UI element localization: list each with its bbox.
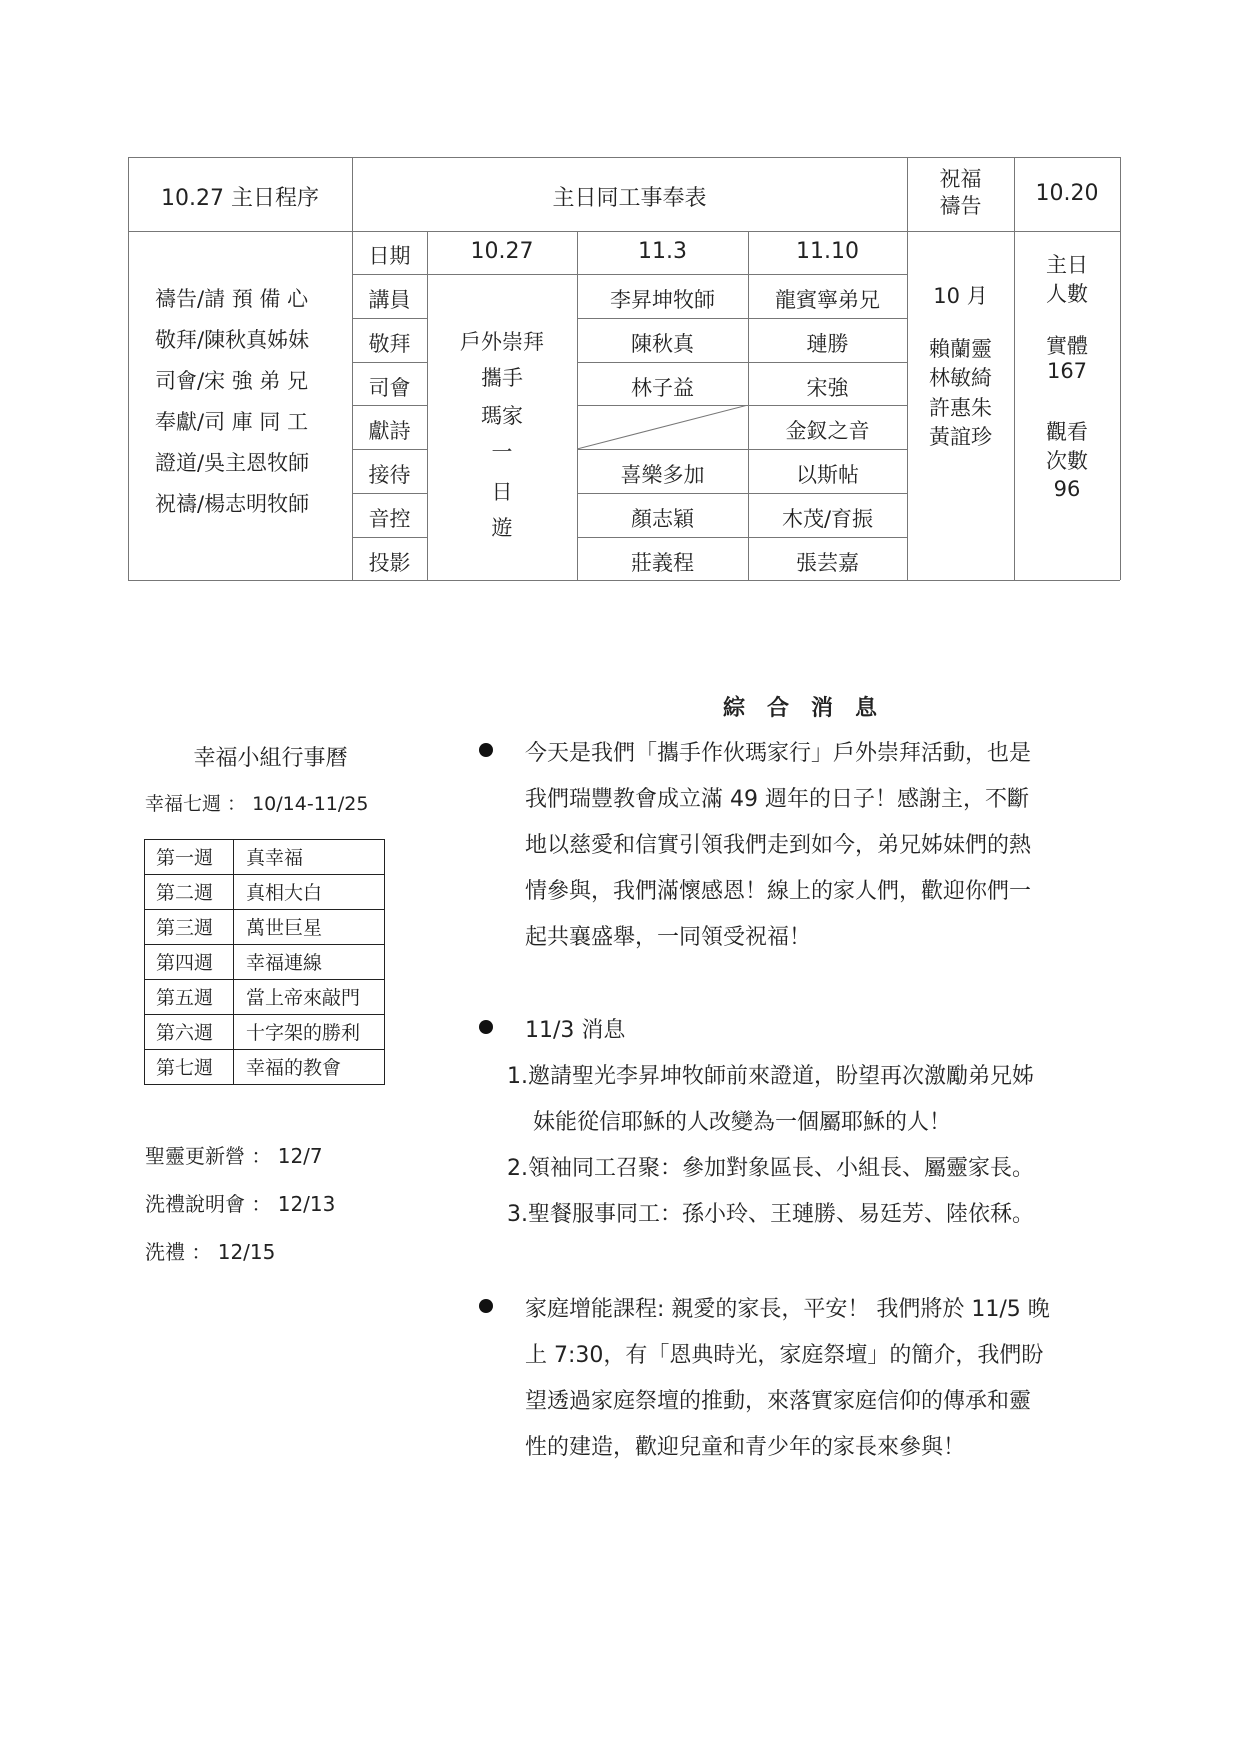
week-topic: 幸福的教會 <box>246 1057 342 1079</box>
blessing-name: 許惠朱 <box>929 396 992 420</box>
small-group-title: 幸福小組行事曆 <box>193 746 348 771</box>
week-label: 第六週 <box>156 1022 214 1044</box>
cell-1110: 金釵之音 <box>785 419 870 443</box>
program-item: 證道/吳主恩牧師 <box>155 451 310 475</box>
date-1027: 10.27 <box>470 239 534 264</box>
bullet-icon <box>479 1299 493 1313</box>
role-label: 敬拜 <box>368 332 411 356</box>
blessing-name: 黃誼珍 <box>929 425 992 449</box>
event-item: 洗禮說明會 ： 12/13 <box>145 1192 336 1216</box>
blessing-name: 林敏綺 <box>929 366 992 390</box>
role-label: 獻詩 <box>368 419 411 443</box>
role-label: 講員 <box>368 288 411 312</box>
date-1110: 11.10 <box>796 239 859 264</box>
small-group-period: 幸福七週 ： 10/14-11/25 <box>145 793 369 815</box>
news-line: 地以慈愛和信實引領我們走到如今，弟兄姊妹們的熱 <box>525 833 1032 858</box>
week-label: 第二週 <box>156 882 214 904</box>
week-label: 第一週 <box>156 847 214 869</box>
cell-1110: 以斯帖 <box>796 463 859 487</box>
online-label: 觀看 次數 <box>1046 420 1088 473</box>
cell-1110: 宋強 <box>806 376 849 400</box>
week-label: 第四週 <box>156 952 214 974</box>
cell-113: 喜樂多加 <box>620 463 705 487</box>
blessing-month: 10 月 <box>933 284 988 308</box>
week-topic: 十字架的勝利 <box>246 1022 361 1044</box>
cell-1110: 璉勝 <box>806 332 849 356</box>
cell-113: 李昇坤牧師 <box>610 288 715 312</box>
news-item2-title: 11/3 消息 <box>525 1018 626 1043</box>
program-item: 禱告/請 預 備 心 <box>155 287 309 311</box>
attendance-label: 主日 人數 <box>1046 253 1088 306</box>
physical-value: 167 <box>1046 359 1088 383</box>
program-header: 10.27 主日程序 <box>161 186 319 211</box>
news-title: 綜 合 消 息 <box>722 696 877 721</box>
program-item: 奉獻/司 庫 同 工 <box>155 410 309 434</box>
cell-113: 林子益 <box>631 376 694 400</box>
news-line: 起共襄盛舉，一同領受祝福！ <box>525 925 812 950</box>
news-line: 我們瑞豐教會成立滿 49 週年的日子！感謝主，不斷 <box>525 787 1029 812</box>
roster-header: 主日同工事奉表 <box>552 186 707 211</box>
news-line: 望透過家庭祭壇的推動，來落實家庭信仰的傳承和靈 <box>525 1389 1032 1414</box>
news-line: 性的建造，歡迎兒童和青少年的家長來參與！ <box>525 1435 966 1460</box>
news-line: 上 7:30，有「恩典時光，家庭祭壇」的簡介，我們盼 <box>525 1343 1044 1368</box>
cell-1110: 張芸嘉 <box>796 551 859 575</box>
week-topic: 當上帝來敲門 <box>246 987 361 1009</box>
cell-1110: 龍賓寧弟兄 <box>775 288 880 312</box>
role-label: 接待 <box>368 463 411 487</box>
blessing-header: 祝福 禱告 <box>939 167 982 218</box>
physical-label: 實體 <box>1046 334 1088 358</box>
date-label: 日期 <box>368 244 411 268</box>
week-label: 第七週 <box>156 1057 214 1079</box>
cell-113: 陳秋真 <box>631 332 694 356</box>
news-line: 家庭增能課程: 親愛的家長，平安！ 我們將於 11/5 晚 <box>525 1297 1050 1322</box>
program-item: 司會/宋 強 弟 兄 <box>155 369 309 393</box>
outdoor-worship-line: 瑪家 <box>481 404 523 428</box>
news-line: 1.邀請聖光李昇坤牧師前來證道，盼望再次激勵弟兄姊 <box>507 1064 1034 1089</box>
outdoor-worship-line: 攜手 <box>481 366 523 390</box>
news-line: 3.聖餐服事同工：孫小玲、王璉勝、易廷芳、陸依秝。 <box>507 1202 1034 1227</box>
role-label: 司會 <box>368 376 411 400</box>
date-113: 11.3 <box>638 239 687 264</box>
week-topic: 幸福連線 <box>246 952 323 974</box>
week-label: 第三週 <box>156 917 214 939</box>
week-topic: 真幸福 <box>246 847 304 869</box>
bullet-icon <box>479 1020 493 1034</box>
week-topic: 真相大白 <box>246 882 323 904</box>
news-line: 妹能從信耶穌的人改變為一個屬耶穌的人！ <box>533 1110 952 1135</box>
online-value: 96 <box>1053 477 1081 501</box>
outdoor-worship-line: 日 <box>491 480 513 504</box>
outdoor-worship-line: 戶外崇拜 <box>460 330 544 354</box>
role-label: 投影 <box>368 551 411 575</box>
week-topic: 萬世巨星 <box>246 917 323 939</box>
news-line: 今天是我們「攜手作伙瑪家行」戶外崇拜活動，也是 <box>525 741 1032 766</box>
event-item: 洗禮 ： 12/15 <box>145 1240 276 1264</box>
news-line: 2.領袖同工召聚：參加對象區長、小組長、屬靈家長。 <box>507 1156 1034 1181</box>
cell-1110: 木茂/育振 <box>781 507 874 531</box>
news-line: 情參與，我們滿懷感恩！線上的家人們，歡迎你們一 <box>525 879 1032 904</box>
prev-date-header: 10.20 <box>1035 181 1099 206</box>
empty-cell-diagonal <box>577 405 748 449</box>
week-label: 第五週 <box>156 987 214 1009</box>
program-item: 敬拜/陳秋真姊妹 <box>155 328 310 352</box>
blessing-name: 賴蘭靈 <box>929 337 992 361</box>
program-item: 祝禱/楊志明牧師 <box>155 492 310 516</box>
role-label: 音控 <box>368 507 411 531</box>
cell-113: 莊義程 <box>631 551 694 575</box>
event-item: 聖靈更新營 ： 12/7 <box>145 1144 323 1168</box>
bullet-icon <box>479 743 493 757</box>
outdoor-worship-line: 一 <box>491 440 513 464</box>
cell-113: 顏志穎 <box>631 507 694 531</box>
outdoor-worship-line: 遊 <box>491 516 513 540</box>
